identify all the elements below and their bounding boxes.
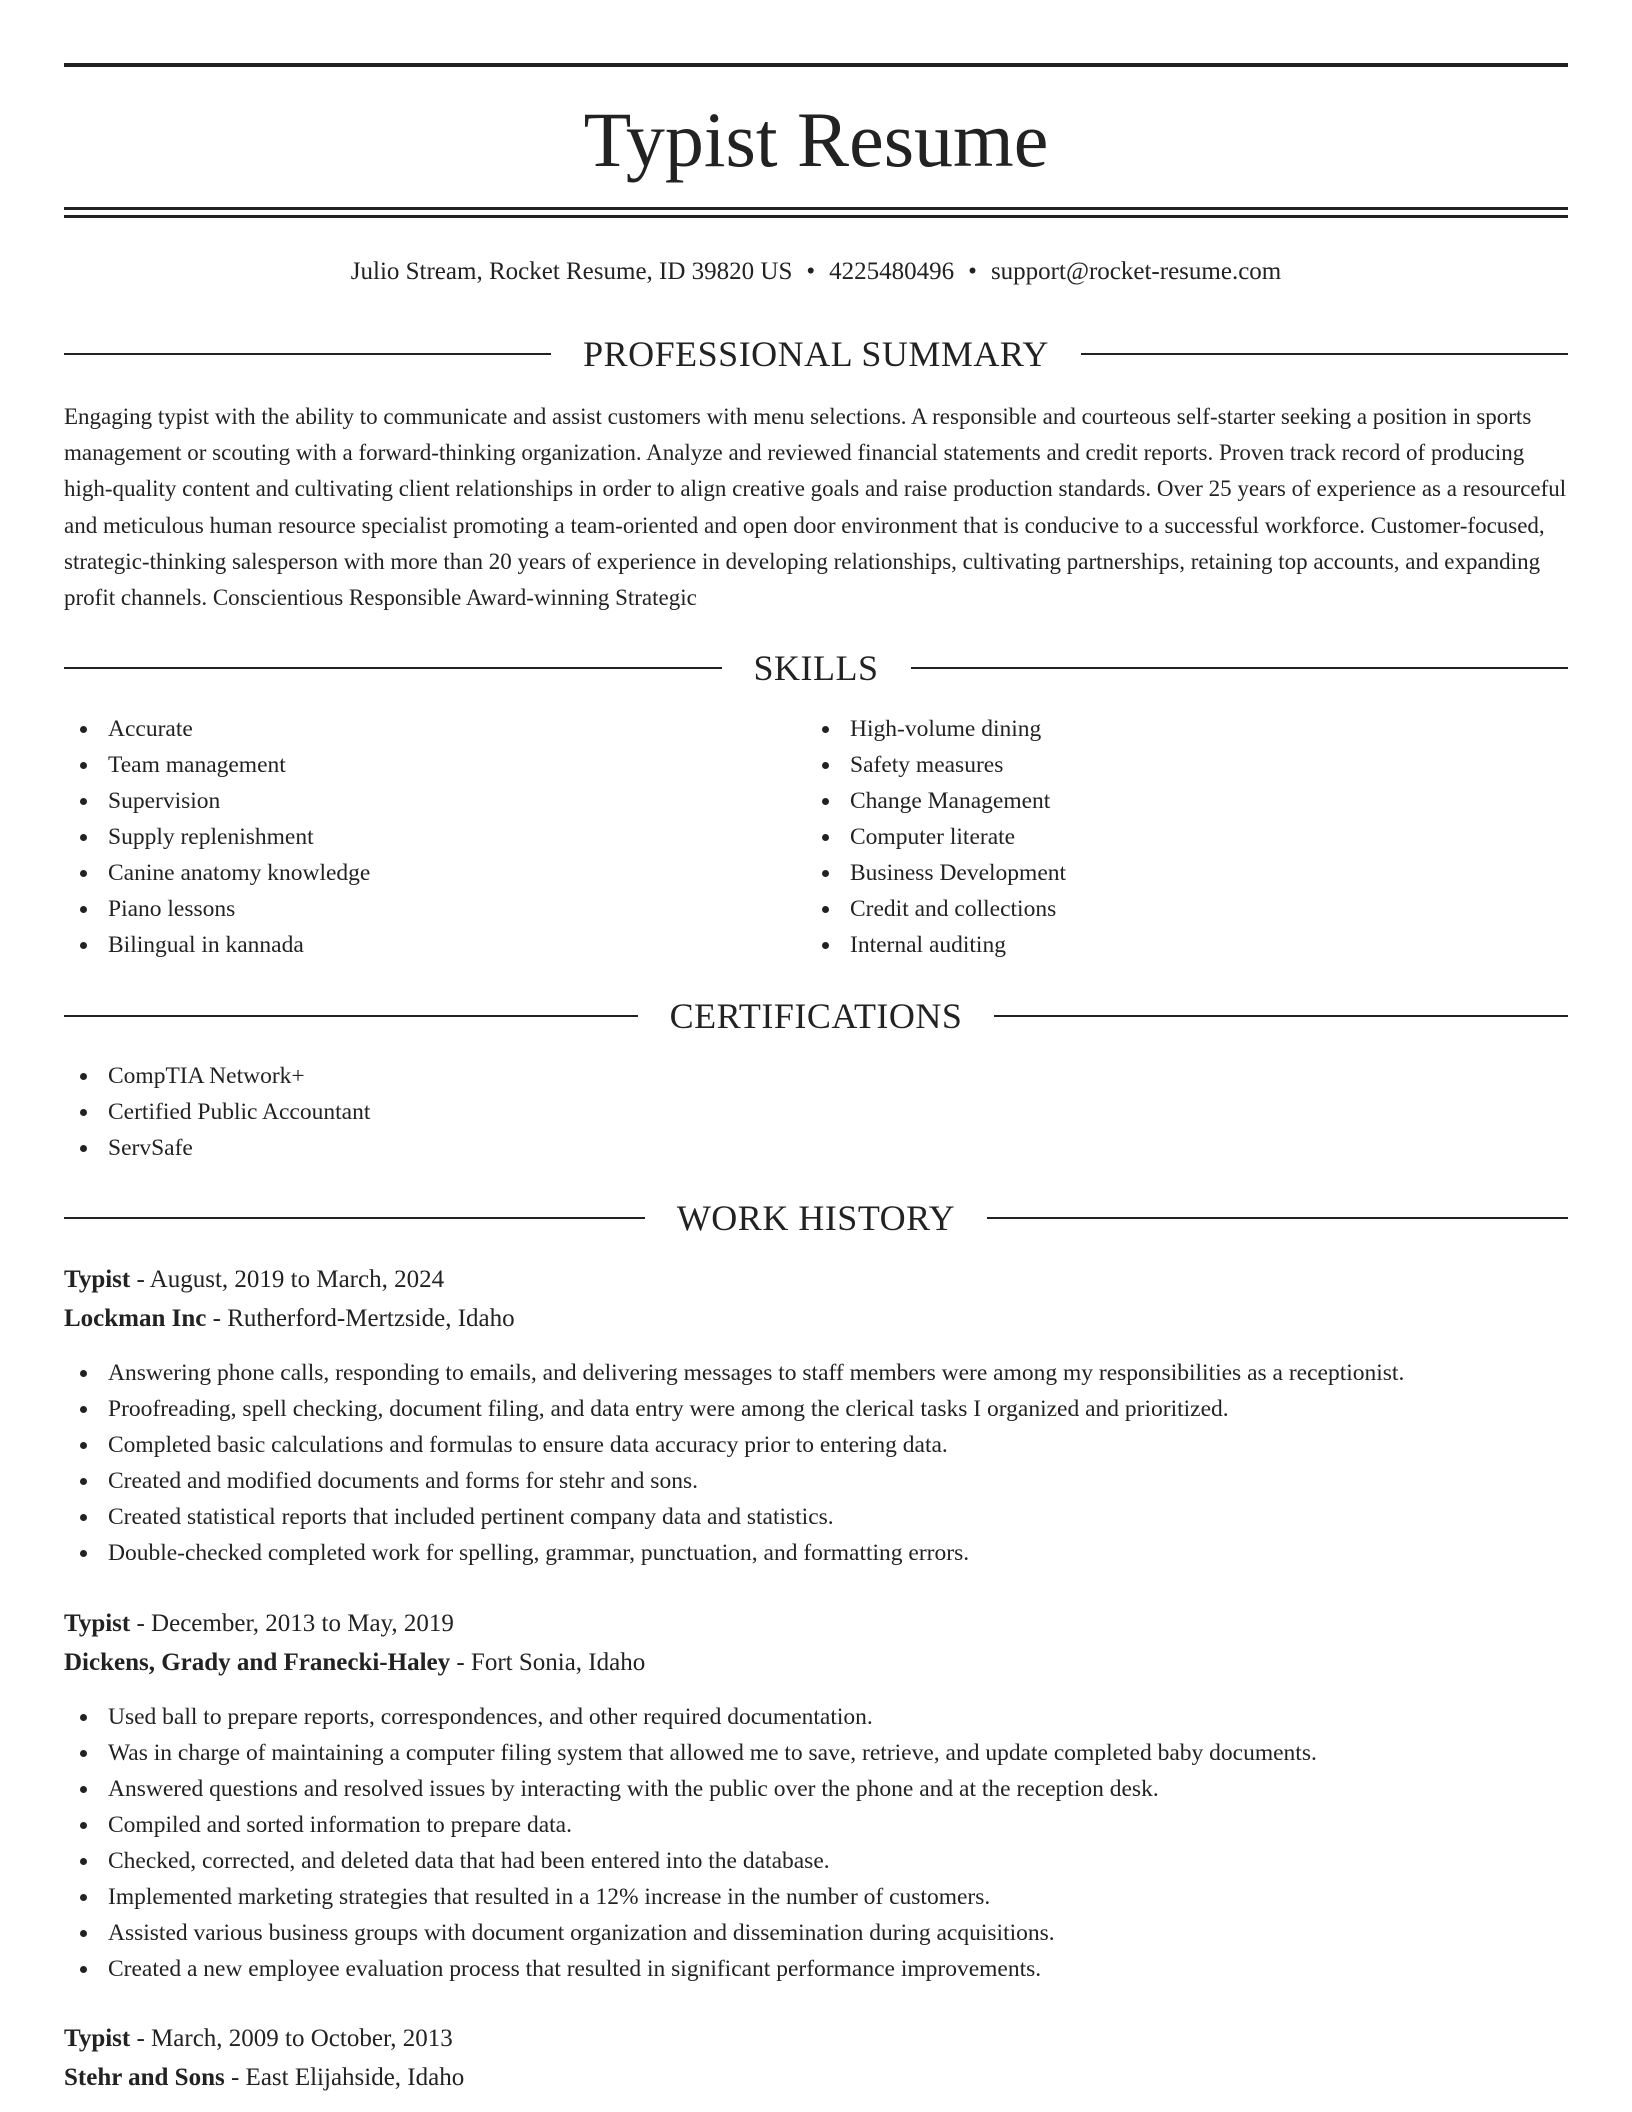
heading-rule-right	[911, 667, 1569, 669]
job-company-line	[64, 1645, 645, 1681]
skills-heading: SKILLS	[753, 648, 879, 688]
contact-email: support@rocket-resume.com	[990, 258, 1282, 285]
skill-item: Canine anatomy knowledge	[64, 855, 370, 891]
job-bullet: Was in charge of maintaining a computer filing system that allowed me to save, retrieve, and update completed baby documents.	[64, 1735, 1317, 1771]
job-bullet: Answered questions and resolved issues by interacting with the public over the phone and at the reception desk.	[64, 1771, 1317, 1807]
job-bullet: Created and modified documents and forms for stehr and sons.	[64, 1463, 1404, 1499]
contact-separator: •	[806, 258, 816, 285]
title-double-rule	[64, 207, 1568, 218]
job-company: Stehr and Sons	[64, 2064, 225, 2091]
job-bullet: Created statistical reports that included pertinent company data and statistics.	[64, 1499, 1404, 1535]
job-title-line	[64, 1606, 454, 1642]
heading-rule-left	[64, 353, 551, 355]
skill-item: Change Management	[806, 783, 1066, 819]
heading-rule-left	[64, 667, 722, 669]
skill-item: Business Development	[806, 855, 1066, 891]
certification-item: ServSafe	[64, 1130, 370, 1166]
job-title: Typist	[64, 1266, 131, 1293]
skill-item: Supervision	[64, 783, 370, 819]
heading-rule-right	[994, 1015, 1568, 1017]
skill-item: Team management	[64, 747, 370, 783]
job-bullet: Answering phone calls, responding to emails, and delivering messages to staff members were among my responsibilities as a receptionist.	[64, 1355, 1404, 1391]
job-bullet: Assisted various business groups with document organization and dissemination during acquisitions.	[64, 1915, 1317, 1951]
job-title-line	[64, 1262, 444, 1298]
job-bullet: Double-checked completed work for spelling, grammar, punctuation, and formatting errors.	[64, 1535, 1404, 1571]
job-bullet: Created a new employee evaluation process that resulted in significant performance improvements.	[64, 1951, 1317, 1987]
skill-item: Computer literate	[806, 819, 1066, 855]
contact-address: Julio Stream, Rocket Resume, ID 39820 US	[350, 258, 793, 285]
certifications-list	[64, 1058, 370, 1166]
job-company-line	[64, 2060, 464, 2096]
job-location: - Rutherford-Mertzside, Idaho	[206, 1305, 515, 1332]
skills-list-right	[806, 711, 1066, 963]
job-location: - Fort Sonia, Idaho	[450, 1649, 646, 1676]
job-company-line	[64, 1301, 515, 1337]
heading-rule-left	[64, 1217, 645, 1219]
job-bullet: Proofreading, spell checking, document filing, and data entry were among the clerical tasks I organized and prioritized.	[64, 1391, 1404, 1427]
job-dates: - August, 2019 to March, 2024	[130, 1266, 445, 1293]
job-bullet: Implemented marketing strategies that resulted in a 12% increase in the number of customers.	[64, 1879, 1317, 1915]
job-company: Lockman Inc	[64, 1305, 207, 1332]
work-history-heading-row	[64, 1194, 1568, 1242]
job-location: - East Elijahside, Idaho	[224, 2064, 465, 2091]
skill-item: Supply replenishment	[64, 819, 370, 855]
job-bullet: Completed basic calculations and formulas to ensure data accuracy prior to entering data.	[64, 1427, 1404, 1463]
skills-list-left	[64, 711, 370, 963]
job-bullet: Checked, corrected, and deleted data that had been entered into the database.	[64, 1843, 1317, 1879]
job-bullet: Used ball to prepare reports, correspondences, and other required documentation.	[64, 1699, 1317, 1735]
contact-line	[64, 254, 1568, 290]
work-history-heading: WORK HISTORY	[676, 1198, 956, 1238]
summary-heading-row	[64, 330, 1568, 378]
job-bullets	[64, 1355, 1404, 1571]
heading-rule-right	[1081, 353, 1568, 355]
skill-item: Accurate	[64, 711, 370, 747]
skill-item: Bilingual in kannada	[64, 927, 370, 963]
job-company: Dickens, Grady and Franecki-Haley	[64, 1649, 451, 1676]
skill-item: Piano lessons	[64, 891, 370, 927]
heading-rule-left	[64, 1015, 638, 1017]
job-dates: - March, 2009 to October, 2013	[130, 2025, 453, 2052]
summary-heading: PROFESSIONAL SUMMARY	[583, 334, 1049, 374]
job-title: Typist	[64, 1610, 131, 1637]
certifications-heading: CERTIFICATIONS	[669, 996, 963, 1036]
resume-title: Typist Resume	[583, 96, 1049, 183]
contact-separator: •	[968, 258, 977, 285]
skill-item: Internal auditing	[806, 927, 1066, 963]
top-rule	[64, 63, 1568, 67]
certification-item: Certified Public Accountant	[64, 1094, 370, 1130]
job-bullets	[64, 1699, 1317, 1987]
job-title: Typist	[64, 2025, 131, 2052]
job-dates: - December, 2013 to May, 2019	[130, 1610, 454, 1637]
contact-phone: 4225480496	[829, 258, 955, 285]
skill-item: High-volume dining	[806, 711, 1066, 747]
skills-heading-row	[64, 644, 1568, 692]
skill-item: Safety measures	[806, 747, 1066, 783]
skill-item: Credit and collections	[806, 891, 1066, 927]
certifications-heading-row	[64, 992, 1568, 1040]
summary-text: Engaging typist with the ability to communicate and assist customers with menu selections. A responsible and courteous self-starter seeking a position in sports management or scouting with a forward-thinking organization. Analyze and reviewed financial statements and credit reports. Proven track record of producing high-quality content and cultivating client relationships in order to align creative goals and raise production standards. Over 25 years of experience as a resourceful and meticulous human resource specialist promoting a team-oriented and open door environment that is conducive to a successful workforce. Customer-focused, strategic-thinking salesperson with more than 20 years of experience in developing relationships, cultivating partnerships, retaining top accounts, and expanding profit channels. Conscientious Responsible Award-winning Strategic	[64, 404, 1567, 611]
job-title-line	[64, 2021, 453, 2057]
job-bullet: Compiled and sorted information to prepare data.	[64, 1807, 1317, 1843]
certification-item: CompTIA Network+	[64, 1058, 370, 1094]
heading-rule-right	[987, 1217, 1568, 1219]
